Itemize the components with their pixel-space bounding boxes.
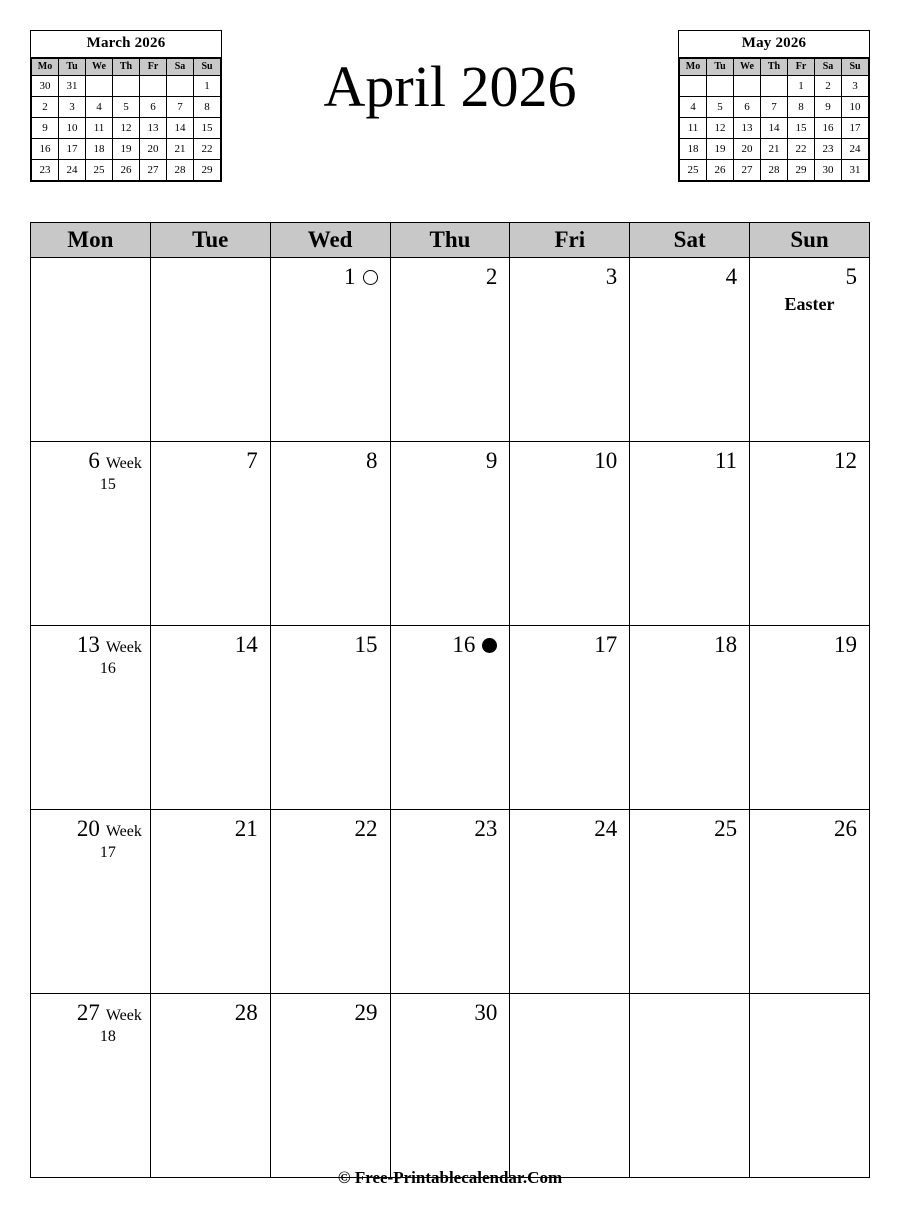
mini-next-day: 15 xyxy=(788,118,815,139)
mini-next-day: 22 xyxy=(788,139,815,160)
week-label: Week xyxy=(105,823,142,840)
mini-prev-weekday-mo: Mo xyxy=(32,59,59,76)
week-row xyxy=(31,258,870,442)
mini-prev-day: 28 xyxy=(167,160,194,181)
mini-prev-weekday-fr: Fr xyxy=(140,59,167,76)
day-number: 16 xyxy=(452,632,476,657)
mini-next-day: 20 xyxy=(734,139,761,160)
week-label: Week xyxy=(105,455,142,472)
day-cell[interactable] xyxy=(630,442,750,626)
day-cell[interactable] xyxy=(390,258,510,442)
weekday-wed: Wed xyxy=(270,223,390,258)
mini-next-day: 1 xyxy=(788,76,815,97)
mini-next-day: 11 xyxy=(680,118,707,139)
weekday-tue: Tue xyxy=(150,223,270,258)
day-number: 13 xyxy=(76,632,100,657)
day-cell[interactable] xyxy=(750,442,870,626)
mini-next-day: 21 xyxy=(761,139,788,160)
mini-prev-day: 12 xyxy=(113,118,140,139)
mini-calendar-next-title: May 2026 xyxy=(679,31,869,58)
mini-prev-weekday-sa: Sa xyxy=(167,59,194,76)
day-cell[interactable] xyxy=(150,626,270,810)
day-cell[interactable] xyxy=(390,626,510,810)
day-number: 21 xyxy=(234,816,258,841)
mini-prev-day: 5 xyxy=(113,97,140,118)
mini-next-day: 25 xyxy=(680,160,707,181)
mini-prev-week-row xyxy=(32,160,221,181)
mini-prev-day: 14 xyxy=(167,118,194,139)
mini-next-weekday-fr: Fr xyxy=(788,59,815,76)
mini-prev-day: 13 xyxy=(140,118,167,139)
mini-next-day: 5 xyxy=(707,97,734,118)
mini-next-day: 6 xyxy=(734,97,761,118)
week-row xyxy=(31,810,870,994)
mini-prev-day: 31 xyxy=(59,76,86,97)
mini-next-day: 3 xyxy=(842,76,869,97)
day-cell[interactable] xyxy=(510,258,630,442)
day-cell[interactable] xyxy=(150,442,270,626)
mini-next-day: 12 xyxy=(707,118,734,139)
day-number: 7 xyxy=(246,448,258,473)
weekday-mon: Mon xyxy=(31,223,151,258)
page-title: April 2026 xyxy=(323,54,577,119)
day-number: 28 xyxy=(234,1000,258,1025)
day-cell[interactable] xyxy=(750,626,870,810)
day-number: 29 xyxy=(354,1000,378,1025)
mini-prev-day: 15 xyxy=(194,118,221,139)
mini-calendar-next-month xyxy=(678,30,870,182)
mini-next-day xyxy=(680,76,707,97)
mini-calendar-next-table xyxy=(679,58,869,181)
day-cell[interactable] xyxy=(510,442,630,626)
full-moon-icon xyxy=(363,270,378,285)
day-cell[interactable] xyxy=(390,442,510,626)
mini-next-day: 18 xyxy=(680,139,707,160)
mini-prev-week-row xyxy=(32,118,221,139)
mini-next-day: 31 xyxy=(842,160,869,181)
day-number: 4 xyxy=(725,264,738,289)
mini-prev-day: 2 xyxy=(32,97,59,118)
weekday-sat: Sat xyxy=(630,223,750,258)
mini-next-day: 26 xyxy=(707,160,734,181)
day-cell[interactable] xyxy=(31,442,151,626)
footer-credit[interactable]: © Free-Printablecalendar.Com xyxy=(337,1168,563,1187)
day-number: 12 xyxy=(834,448,857,473)
day-cell[interactable] xyxy=(510,810,630,994)
mini-next-week-row xyxy=(680,76,869,97)
weekday-sun: Sun xyxy=(750,223,870,258)
mini-prev-day: 19 xyxy=(113,139,140,160)
day-number: 5 xyxy=(845,264,857,289)
day-number: 17 xyxy=(594,632,618,657)
mini-prev-day: 30 xyxy=(32,76,59,97)
mini-next-weekday-tu: Tu xyxy=(707,59,734,76)
day-number: 23 xyxy=(474,816,498,841)
mini-prev-weekday-su: Su xyxy=(194,59,221,76)
day-cell-empty xyxy=(150,258,270,442)
day-number: 24 xyxy=(594,816,618,841)
mini-prev-day: 22 xyxy=(194,139,221,160)
day-cell[interactable] xyxy=(270,810,390,994)
mini-next-day: 28 xyxy=(761,160,788,181)
mini-prev-day: 25 xyxy=(86,160,113,181)
day-number: 15 xyxy=(354,632,378,657)
mini-prev-weekday-th: Th xyxy=(113,59,140,76)
mini-prev-day: 6 xyxy=(140,97,167,118)
mini-next-day: 13 xyxy=(734,118,761,139)
mini-next-day: 23 xyxy=(815,139,842,160)
day-cell-empty xyxy=(510,994,630,1178)
mini-next-weekday-sa: Sa xyxy=(815,59,842,76)
day-cell[interactable] xyxy=(750,258,870,442)
mini-next-day: 17 xyxy=(842,118,869,139)
day-number: 8 xyxy=(366,448,378,473)
day-cell[interactable] xyxy=(390,810,510,994)
day-cell[interactable] xyxy=(31,994,151,1178)
day-cell[interactable] xyxy=(31,626,151,810)
mini-prev-day: 7 xyxy=(167,97,194,118)
day-number: 22 xyxy=(354,816,378,841)
mini-next-day: 2 xyxy=(815,76,842,97)
mini-prev-day: 20 xyxy=(140,139,167,160)
mini-next-day: 24 xyxy=(842,139,869,160)
mini-prev-day: 18 xyxy=(86,139,113,160)
day-cell[interactable] xyxy=(630,258,750,442)
week-label: Week xyxy=(105,639,142,656)
mini-prev-day: 3 xyxy=(59,97,86,118)
mini-calendar-previous-title: March 2026 xyxy=(31,31,221,58)
mini-prev-weekday-we: We xyxy=(86,59,113,76)
mini-next-day: 29 xyxy=(788,160,815,181)
day-cell-empty xyxy=(31,258,151,442)
mini-next-day: 27 xyxy=(734,160,761,181)
mini-prev-weekday-tu: Tu xyxy=(59,59,86,76)
day-cell[interactable] xyxy=(150,994,270,1178)
mini-prev-day: 10 xyxy=(59,118,86,139)
day-cell[interactable] xyxy=(270,442,390,626)
day-number: 19 xyxy=(834,632,857,657)
day-number: 25 xyxy=(714,816,738,841)
day-cell-empty xyxy=(750,994,870,1178)
mini-next-day: 8 xyxy=(788,97,815,118)
new-moon-icon xyxy=(482,638,497,653)
mini-prev-day: 11 xyxy=(86,118,113,139)
day-number: 10 xyxy=(594,448,618,473)
mini-next-weekday-su: Su xyxy=(842,59,869,76)
mini-prev-day: 1 xyxy=(194,76,221,97)
day-number: 26 xyxy=(834,816,857,841)
mini-next-day: 4 xyxy=(680,97,707,118)
day-cell-empty xyxy=(630,994,750,1178)
holiday-label: Easter xyxy=(784,294,835,314)
mini-next-weekday-th: Th xyxy=(761,59,788,76)
mini-prev-day: 4 xyxy=(86,97,113,118)
day-cell[interactable] xyxy=(390,994,510,1178)
day-cell[interactable] xyxy=(630,626,750,810)
mini-next-weekday-we: We xyxy=(734,59,761,76)
day-cell[interactable] xyxy=(510,626,630,810)
week-number: 17 xyxy=(99,844,116,861)
day-cell[interactable] xyxy=(150,810,270,994)
mini-next-day: 9 xyxy=(815,97,842,118)
week-number: 15 xyxy=(99,476,116,493)
mini-prev-day: 21 xyxy=(167,139,194,160)
mini-next-day xyxy=(734,76,761,97)
day-cell[interactable] xyxy=(270,258,390,442)
mini-next-day: 19 xyxy=(707,139,734,160)
day-cell[interactable] xyxy=(630,810,750,994)
day-number: 14 xyxy=(234,632,258,657)
mini-prev-day: 26 xyxy=(113,160,140,181)
mini-prev-day: 24 xyxy=(59,160,86,181)
month-grid xyxy=(30,222,870,1178)
mini-next-week-row xyxy=(680,160,869,181)
mini-next-week-row xyxy=(680,139,869,160)
week-row xyxy=(31,994,870,1178)
day-cell[interactable] xyxy=(270,994,390,1178)
day-number: 9 xyxy=(485,448,498,473)
weekday-header-row xyxy=(31,223,870,258)
day-cell[interactable] xyxy=(31,810,151,994)
mini-next-day: 10 xyxy=(842,97,869,118)
mini-prev-day: 27 xyxy=(140,160,167,181)
week-number: 16 xyxy=(99,660,116,677)
weekday-fri: Fri xyxy=(510,223,630,258)
mini-prev-day: 23 xyxy=(32,160,59,181)
week-row xyxy=(31,626,870,810)
mini-next-header-row xyxy=(680,59,869,76)
mini-prev-day: 8 xyxy=(194,97,221,118)
week-row xyxy=(31,442,870,626)
day-number: 30 xyxy=(474,1000,498,1025)
weekday-thu: Thu xyxy=(390,223,510,258)
day-number: 2 xyxy=(485,264,498,289)
mini-prev-week-row xyxy=(32,139,221,160)
mini-next-week-row xyxy=(680,97,869,118)
mini-next-day xyxy=(761,76,788,97)
day-number: 20 xyxy=(76,816,100,841)
mini-next-day xyxy=(707,76,734,97)
mini-next-weekday-mo: Mo xyxy=(680,59,707,76)
mini-next-day: 16 xyxy=(815,118,842,139)
mini-prev-day: 16 xyxy=(32,139,59,160)
mini-prev-day: 29 xyxy=(194,160,221,181)
mini-next-day: 14 xyxy=(761,118,788,139)
day-number: 1 xyxy=(344,264,356,289)
day-number: 3 xyxy=(605,264,618,289)
mini-next-week-row xyxy=(680,118,869,139)
day-number: 6 xyxy=(88,448,100,473)
day-number: 18 xyxy=(714,632,738,657)
mini-prev-day: 17 xyxy=(59,139,86,160)
mini-next-day: 30 xyxy=(815,160,842,181)
mini-prev-day: 9 xyxy=(32,118,59,139)
day-number: 27 xyxy=(76,1000,100,1025)
calendar-header xyxy=(0,0,900,220)
week-label: Week xyxy=(105,1007,142,1024)
week-number: 18 xyxy=(99,1028,116,1045)
day-number: 11 xyxy=(714,448,738,473)
mini-next-day: 7 xyxy=(761,97,788,118)
day-cell[interactable] xyxy=(750,810,870,994)
day-cell[interactable] xyxy=(270,626,390,810)
